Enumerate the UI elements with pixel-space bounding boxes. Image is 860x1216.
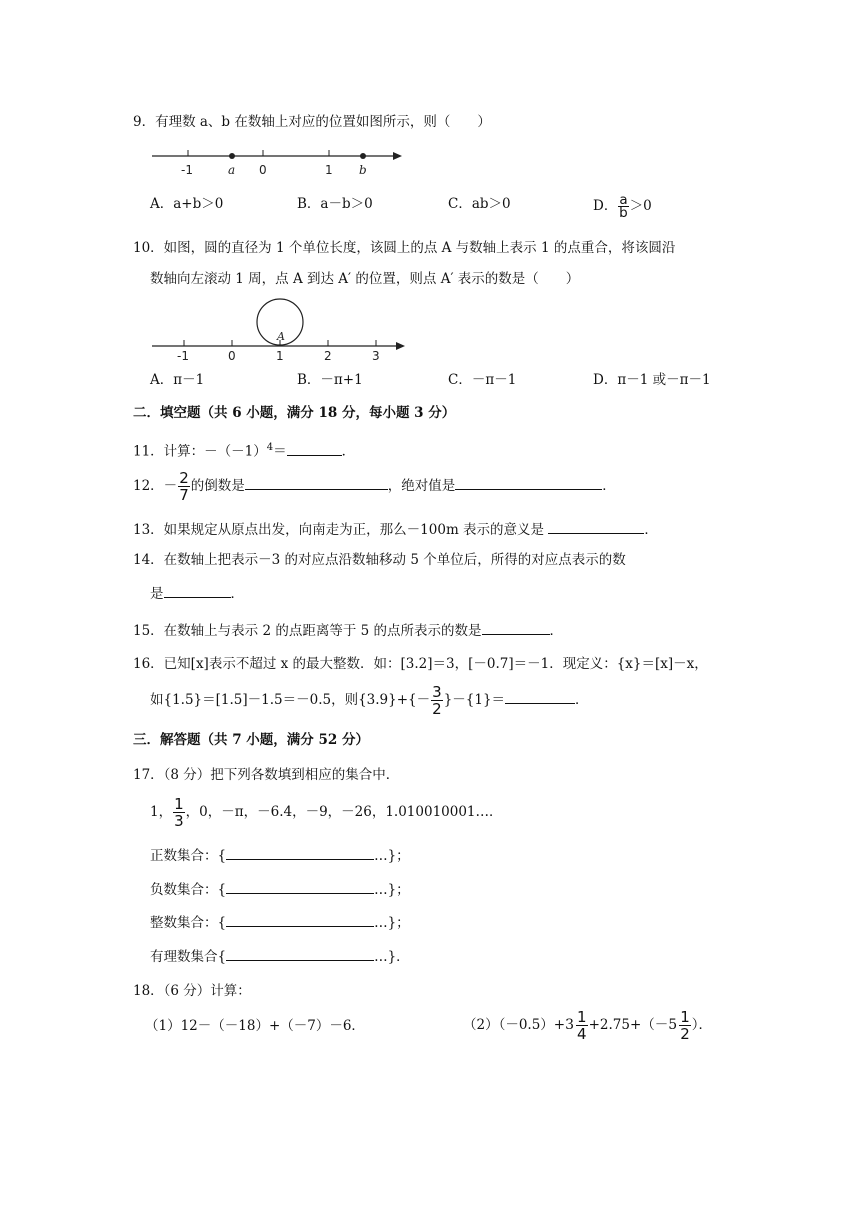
q17-negative-blank <box>226 879 374 894</box>
q17-rational-blank <box>226 946 374 961</box>
q18-part2: （2）（－0.5）+ 3 $\frac{1}{4}$ +2.75+（－ 5 $\frac{1}{2}$ ）． <box>463 1007 712 1043</box>
q10-tick-minus1: -1 <box>177 349 189 363</box>
q16-line1: 16．已知[x]表示不超过 x 的最大整数．如：[3.2]＝3，[－0.7]＝－1．现定义：{x}＝[x]－x， <box>133 656 708 672</box>
q17-rational-set: 有理数集合{ …}． <box>150 946 410 967</box>
section-2-heading: 二．填空题（共 6 小题，满分 18 分，每小题 3 分） <box>133 405 456 421</box>
q17-stem: 17．（8 分）把下列各数填到相应的集合中． <box>133 767 400 783</box>
section-3-heading: 三．解答题（共 7 小题，满分 52 分） <box>133 732 369 748</box>
q10-stem-line2: 数轴向左滚动 1 周，点 A 到达 A′ 的位置，则点 A′ 表示的数是（ ） <box>150 271 580 287</box>
q10-tick-0: 0 <box>228 349 236 363</box>
q10-option-a: A．π－1 <box>150 372 205 388</box>
q16-line2: 如{1.5}＝[1.5]－1.5＝－0.5，则{3.9}+{－ $\frac{3}{2}$ }－{1}＝ ． <box>150 683 589 718</box>
q9-option-a: A．a+b＞0 <box>150 196 224 212</box>
q12-reciprocal-blank <box>245 475 388 490</box>
q13: 13．如果规定从原点出发，向南走为正，那么－100m 表示的意义是 ． <box>133 519 658 540</box>
q17-positive-blank <box>226 845 374 860</box>
q15: 15．在数轴上与表示 2 的点距离等于 5 的点所表示的数是 ． <box>133 620 563 641</box>
q9-stem: 9．有理数 a、b 在数轴上对应的位置如图所示，则（ ） <box>133 114 491 130</box>
q9-option-b: B．a－b＞0 <box>297 196 373 212</box>
q10-option-c: C．－π－1 <box>448 372 517 388</box>
q11: 11．计算：$-(-1)^4=$ ． <box>133 442 356 460</box>
q10-stem-line1: 10．如图，圆的直径为 1 个单位长度，该圆上的点 A 与数轴上表示 1 的点重合，将该圆沿 <box>133 240 676 256</box>
q10-tick-3: 3 <box>372 349 380 363</box>
q15-answer-blank <box>482 620 550 635</box>
q14-answer-blank <box>164 583 231 598</box>
q10-point-a-label: A <box>277 330 285 343</box>
q17-positive-set: 正数集合：{ …}； <box>150 845 410 866</box>
q14-line2: 是 ． <box>150 583 244 604</box>
q9-number-line <box>150 146 410 182</box>
q13-answer-blank <box>548 519 644 534</box>
q10-number-line <box>150 296 415 364</box>
q9-label-a: a <box>228 163 236 177</box>
q9-option-d: D． $\frac{a}{b}$ ＞0 <box>593 192 652 221</box>
q12-abs-blank <box>455 475 602 490</box>
q9-label-b: b <box>359 163 367 177</box>
q18-part1: （1）12－（－18）+（－7）－6． <box>145 1018 365 1034</box>
q10-tick-2: 2 <box>324 349 332 363</box>
q11-answer-blank <box>287 441 342 456</box>
q17-negative-set: 负数集合：{ …}； <box>150 879 410 900</box>
q9-option-c: C．ab＞0 <box>448 196 511 212</box>
q17-numbers: 1， $\frac{1}{3}$ ，0，－π，－6.4，－9，－26，1.010010001…． <box>150 795 503 830</box>
q9-tick-0: 0 <box>259 163 267 177</box>
q18-stem: 18．（6 分）计算： <box>133 983 251 999</box>
q16-answer-blank <box>505 689 575 704</box>
q17-integer-blank <box>226 912 374 927</box>
q9-tick-1: 1 <box>325 163 333 177</box>
q12: 12．－ $\frac{2}{7}$ 的倒数是 ，绝对值是 ． <box>133 469 616 504</box>
q14-line1: 14．在数轴上把表示－3 的对应点沿数轴移动 5 个单位后，所得的对应点表示的数 <box>133 552 626 568</box>
q10-option-b: B．－π+1 <box>297 372 363 388</box>
q17-integer-set: 整数集合：{ …}； <box>150 912 410 933</box>
q10-tick-1: 1 <box>276 349 284 363</box>
q9-tick-minus1: -1 <box>181 163 193 177</box>
q10-option-d: D．π－1 或－π－1 <box>593 372 711 388</box>
